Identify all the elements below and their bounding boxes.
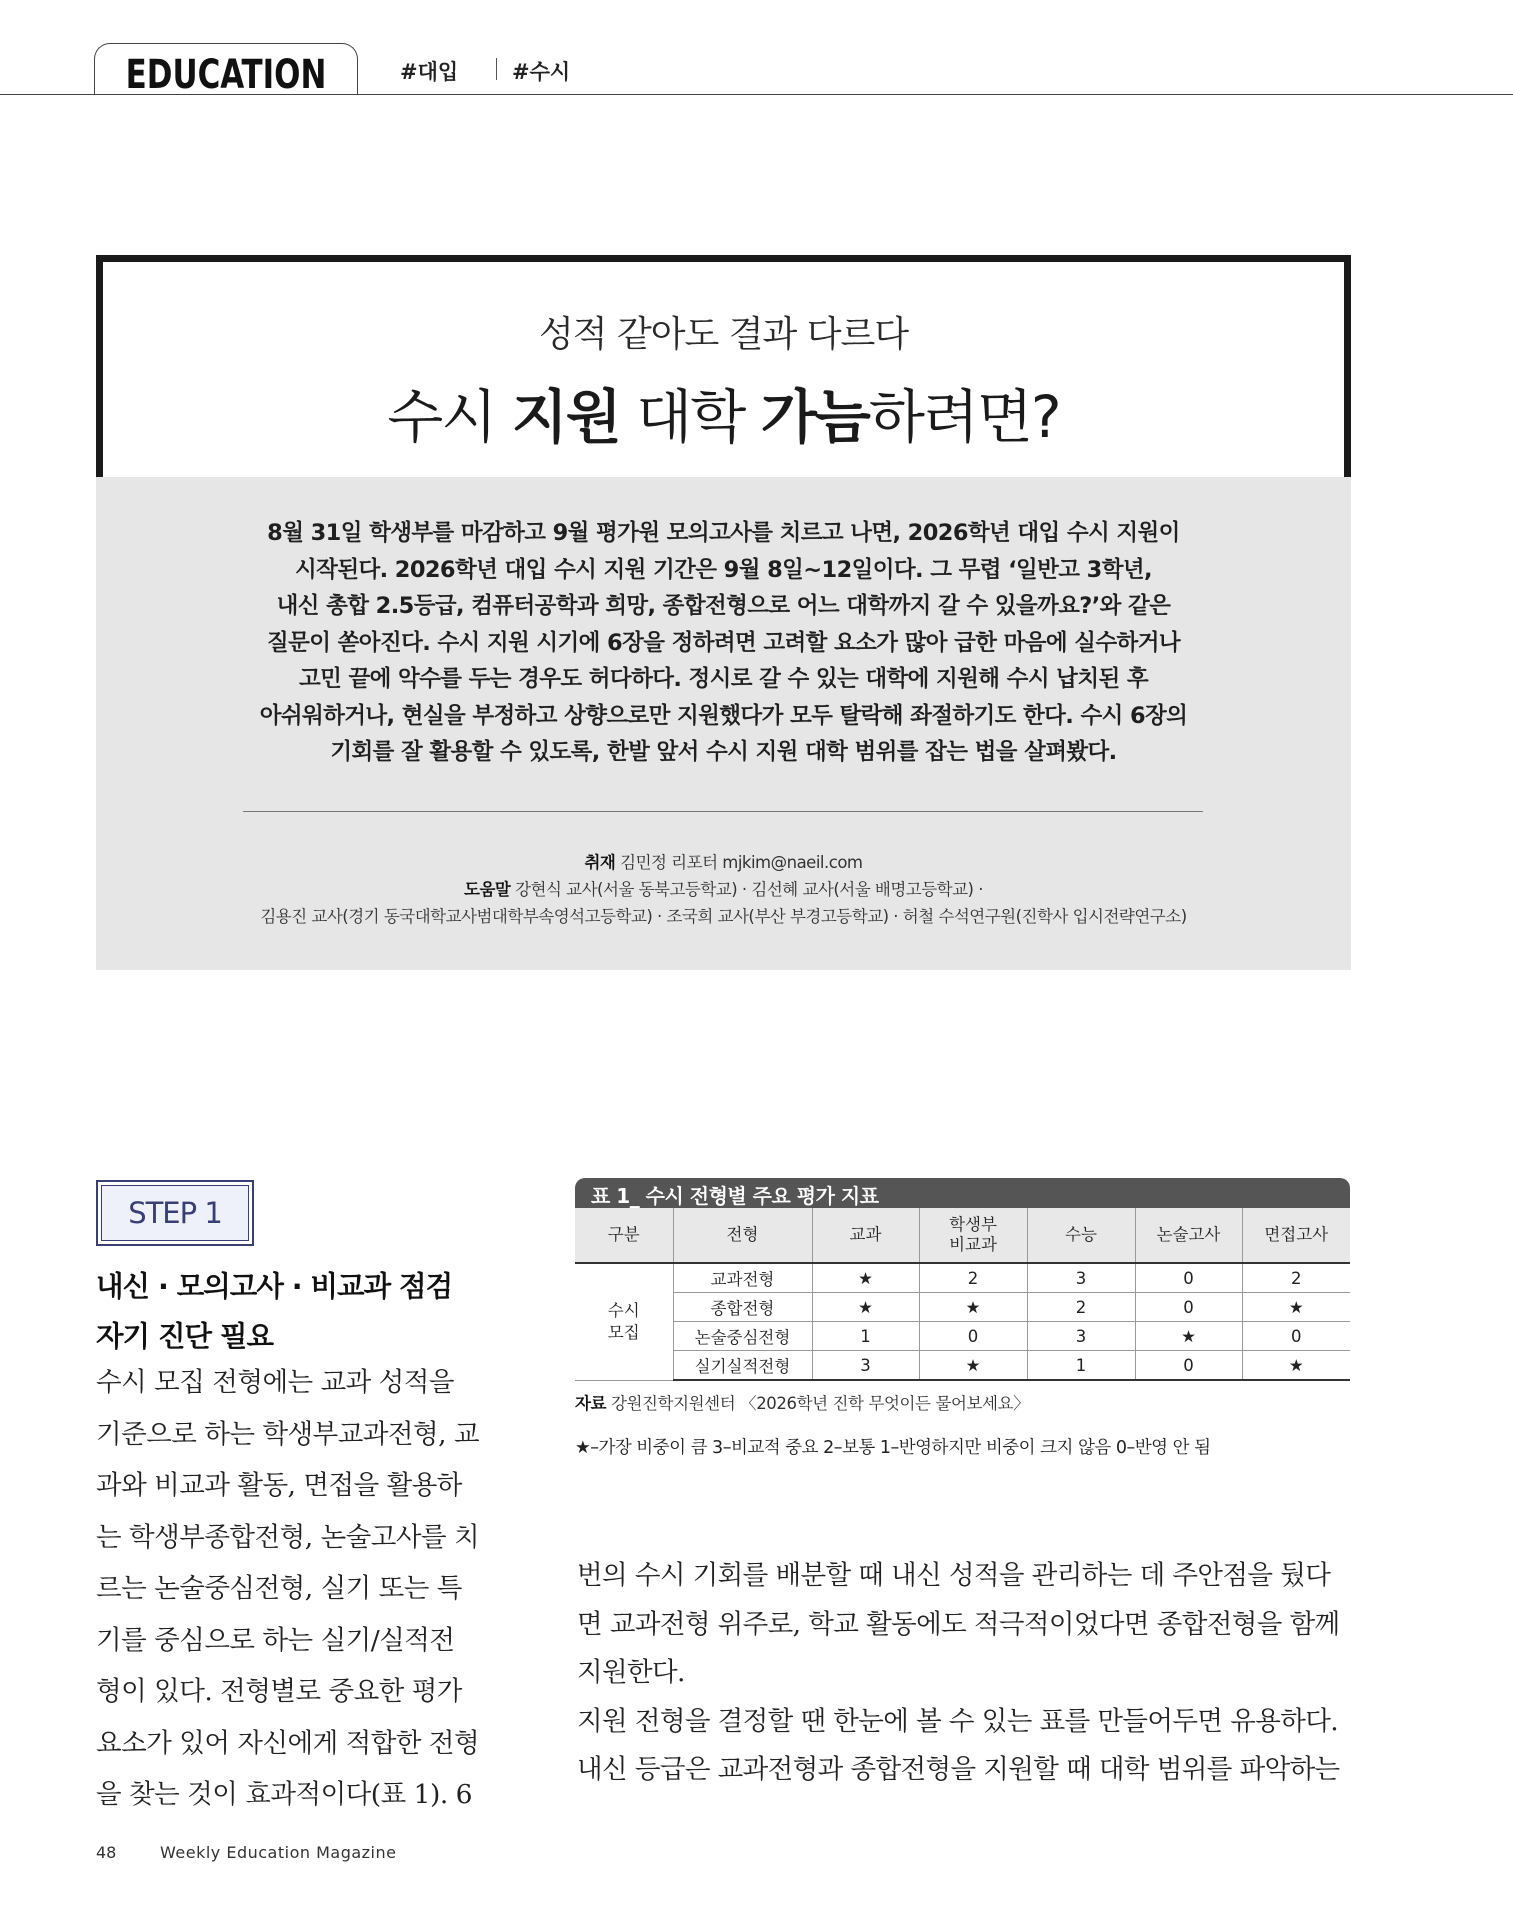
- table-cell: ★: [1135, 1322, 1242, 1351]
- table-cell: ★: [1242, 1351, 1350, 1381]
- tag-separator: [496, 58, 497, 80]
- table-cell: 1: [1027, 1351, 1135, 1381]
- table-cell: 0: [1135, 1263, 1242, 1293]
- table-cell: ★: [812, 1263, 919, 1293]
- table-header-cell: 면접고사: [1242, 1208, 1350, 1263]
- table-header-cell: 수능: [1027, 1208, 1135, 1263]
- table-source-value: 강원진학지원센터 〈2026학년 진학 무엇이든 물어보세요〉: [610, 1394, 1030, 1413]
- table-header-cell: 교과: [812, 1208, 919, 1263]
- article-subtitle: 성적 같아도 결과 다르다: [538, 314, 909, 355]
- table-cell: 2: [1242, 1263, 1350, 1293]
- table-row: [575, 1322, 1350, 1351]
- credit-help-value: 강현식 교사(서울 동북고등학교) · 김선혜 교사(서울 배명고등학교) ·: [515, 880, 983, 899]
- section-title: EDUCATION: [125, 52, 327, 98]
- table-title: 표 1_ 수시 전형별 주요 평가 지표: [591, 1184, 879, 1208]
- evaluation-table: [575, 1208, 1350, 1381]
- table-cell: 0: [1135, 1351, 1242, 1381]
- lead-line: 기회를 잘 활용할 수 있도록, 한발 앞서 수시 지원 대학 범위를 잡는 법을 살펴봤다.: [330, 739, 1117, 765]
- step-label: STEP 1: [128, 1196, 222, 1230]
- page-number: 48: [96, 1843, 117, 1862]
- table-header-cell: 전형: [673, 1208, 812, 1263]
- body-line: 지원한다.: [577, 1657, 685, 1688]
- section-heading-line: 내신 · 모의고사 · 비교과 점검: [96, 1270, 453, 1303]
- table-cell: 0: [1242, 1322, 1350, 1351]
- table-cell: 0: [919, 1322, 1027, 1351]
- tag-early-admission: #수시: [512, 60, 571, 84]
- body-line: 내신 등급은 교과전형과 종합전형을 지원할 때 대학 범위를 파악하는: [577, 1754, 1340, 1785]
- body-line: 번의 수시 기회를 배분할 때 내신 성적을 관리하는 데 주안점을 뒀다: [577, 1560, 1331, 1591]
- table-source-label: 자료: [575, 1394, 607, 1413]
- table-cell: 논술중심전형: [673, 1322, 812, 1351]
- lead-line: 8월 31일 학생부를 마감하고 9월 평가원 모의고사를 치르고 나면, 2026학년 대입 수시 지원이: [267, 520, 1180, 546]
- step-badge-inner: [101, 1185, 249, 1241]
- table-cell: 1: [812, 1322, 919, 1351]
- section-tab: [94, 43, 358, 98]
- table-cell: 교과전형: [673, 1263, 812, 1293]
- table-cell: 2: [919, 1263, 1027, 1293]
- body-line: 과와 비교과 활동, 면접을 활용하: [96, 1470, 462, 1501]
- table-cell: 종합전형: [673, 1293, 812, 1322]
- lead-line: 고민 끝에 악수를 두는 경우도 허다하다. 정시로 갈 수 있는 대학에 지원해 수시 납치된 후: [299, 666, 1148, 692]
- section-heading-line: 자기 진단 필요: [96, 1320, 274, 1353]
- title-part-bold: 가늠: [760, 383, 869, 451]
- section-heading: [96, 1262, 496, 1362]
- body-line: 요소가 있어 자신에게 적합한 전형: [96, 1727, 480, 1759]
- table-cell: ★: [919, 1293, 1027, 1322]
- table-cell: 3: [1027, 1322, 1135, 1351]
- table-row: [575, 1351, 1350, 1381]
- title-part: 하려면?: [868, 383, 1060, 451]
- table-cell: 2: [1027, 1293, 1135, 1322]
- title-part: 대학: [619, 383, 761, 451]
- credit-help: [96, 876, 1351, 903]
- table-title-bar: [575, 1178, 1350, 1208]
- body-line: 형이 있다. 전형별로 중요한 평가: [96, 1676, 462, 1707]
- lead-box: [96, 477, 1351, 970]
- body-line: 지원 전형을 결정할 땐 한눈에 볼 수 있는 표를 만들어두면 유용하다.: [577, 1705, 1339, 1737]
- table-row: [575, 1293, 1350, 1322]
- table-header-cell: 논술고사: [1135, 1208, 1242, 1263]
- table-cell: ★: [919, 1351, 1027, 1381]
- title-part-bold: 지원: [511, 383, 620, 451]
- table-cell: ★: [1242, 1293, 1350, 1322]
- title-box: [96, 255, 1351, 484]
- body-column-right: [577, 1552, 1352, 1795]
- tag-university-admission: #대입: [400, 60, 459, 84]
- credit-label: 도움말: [464, 880, 511, 899]
- table-cell: ★: [812, 1293, 919, 1322]
- table-source: [575, 1390, 1029, 1414]
- body-line: 을 찾는 것이 효과적이다(표 1). 6: [96, 1779, 473, 1810]
- body-line: 르는 논술중심전형, 실기 또는 특: [96, 1573, 462, 1604]
- table-group-cell: 수시 모집: [575, 1263, 673, 1380]
- body-line: 기를 중심으로 하는 실기/실적전: [96, 1624, 455, 1656]
- credit-label: 취재: [584, 853, 616, 872]
- lead-line: 내신 총합 2.5등급, 컴퓨터공학과 희망, 종합전형으로 어느 대학까지 갈 수 있을까요?’와 같은: [276, 593, 1171, 619]
- body-line: 기준으로 하는 학생부교과전형, 교: [96, 1418, 480, 1450]
- table-header-row: [575, 1208, 1350, 1263]
- table-row: [575, 1263, 1350, 1293]
- credit-help-continued: 김용진 교사(경기 동국대학교사범대학부속영석고등학교) · 조국희 교사(부산 부경고등학교) · 허철 수석연구원(진학사 입시전략연구소): [260, 907, 1187, 926]
- credit-reporter: [96, 849, 1351, 876]
- body-line: 면 교과전형 위주로, 학교 활동에도 적극적이었다면 종합전형을 함께: [577, 1608, 1340, 1640]
- body-line: 수시 모집 전형에는 교과 성적을: [96, 1367, 454, 1398]
- table-cell: 3: [812, 1351, 919, 1381]
- table-header-cell: 구분: [575, 1208, 673, 1263]
- lead-line: 질문이 쏟아진다. 수시 지원 시기에 6장을 정하려면 고려할 요소가 많아 급한 마음에 실수하거나: [267, 629, 1180, 656]
- lead-line: 아쉬워하거나, 현실을 부정하고 상향으로만 지원했다가 모두 탈락해 좌절하기도 한다. 수시 6장의: [259, 702, 1188, 729]
- table-cell: 0: [1135, 1293, 1242, 1322]
- lead-paragraph: [96, 515, 1351, 771]
- table-header-cell: 학생부 비교과: [919, 1208, 1027, 1263]
- title-part: 수시: [387, 383, 512, 451]
- step-badge: [96, 1180, 254, 1246]
- body-line: 는 학생부종합전형, 논술고사를 치: [96, 1521, 480, 1553]
- magazine-name: Weekly Education Magazine: [160, 1843, 397, 1862]
- lead-divider: [243, 811, 1203, 812]
- article-title: [103, 370, 1344, 454]
- table-cell: 실기실적전형: [673, 1351, 812, 1381]
- credit-reporter-value: 김민정 리포터 mjkim@naeil.com: [620, 853, 863, 872]
- lead-line: 시작된다. 2026학년 대입 수시 지원 기간은 9월 8일~12일이다. 그 무렵 ‘일반고 3학년,: [295, 556, 1152, 583]
- credits: [96, 849, 1351, 930]
- table-legend: ★–가장 비중이 큼 3–비교적 중요 2–보통 1–반영하지만 비중이 크지 않음 0–반영 안 됨: [575, 1438, 1211, 1458]
- body-column-left: [96, 1357, 488, 1821]
- table-cell: 3: [1027, 1263, 1135, 1293]
